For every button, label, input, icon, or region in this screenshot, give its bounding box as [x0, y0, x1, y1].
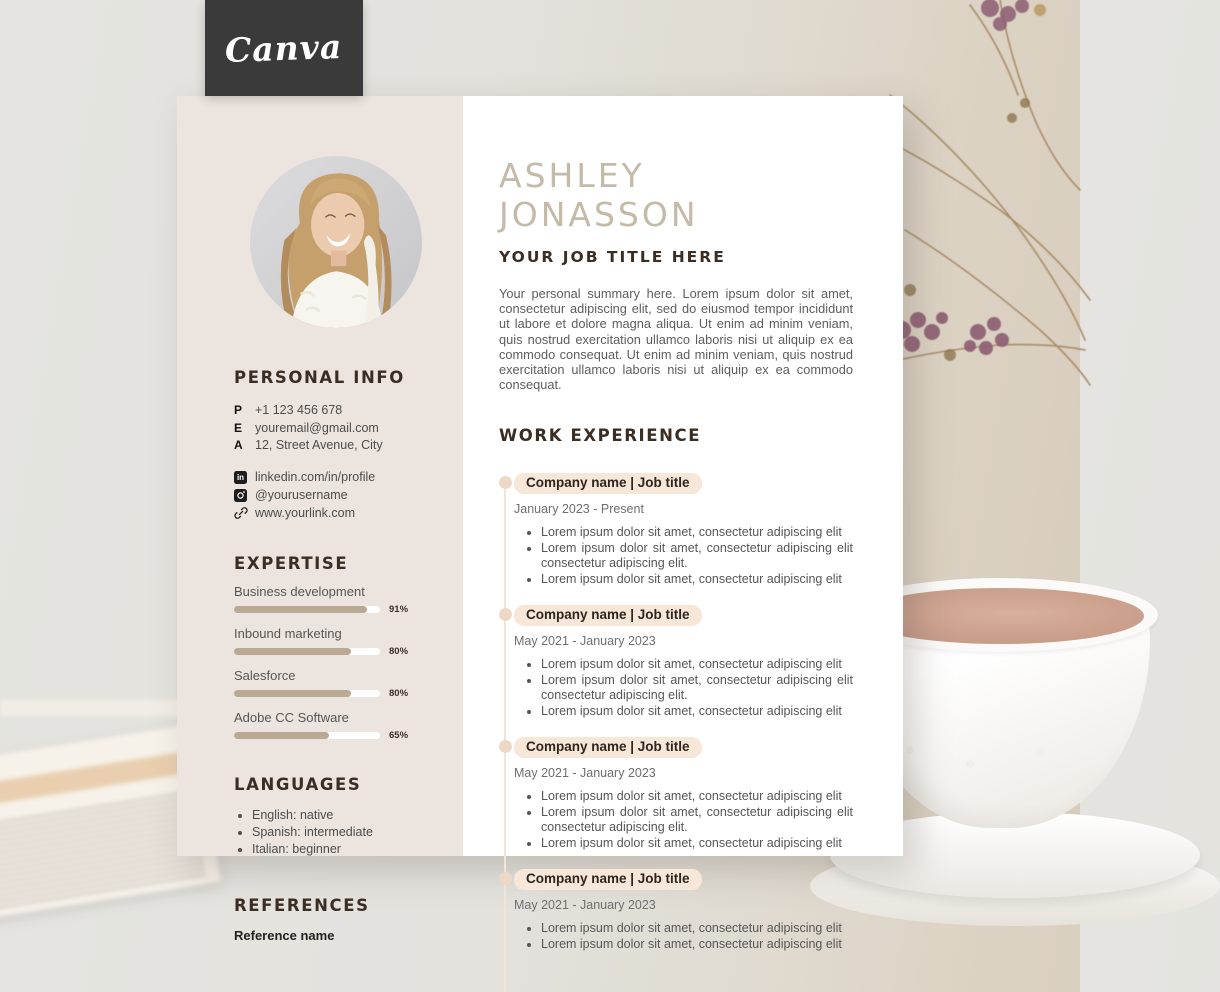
- company-job-pill: Company name | Job title: [514, 737, 702, 758]
- profile-photo: [250, 156, 422, 328]
- work-experience-heading: WORK EXPERIENCE: [499, 426, 702, 446]
- entry-date: January 2023 - Present: [514, 502, 644, 517]
- email-value: youremail@gmail.com: [255, 420, 379, 435]
- experience-entry: [514, 605, 853, 719]
- resume-name: ASHLEY JONASSON: [499, 156, 699, 234]
- experience-entry: [514, 473, 853, 587]
- resume-page: [177, 96, 903, 951]
- reference-name: Reference name: [234, 928, 335, 943]
- resume-sidebar: [177, 96, 463, 943]
- instagram-value: @yourusername: [255, 488, 348, 502]
- skills-list: [234, 584, 437, 741]
- timeline-line: [504, 483, 506, 991]
- phone-row: [234, 403, 437, 417]
- entry-bullets: [541, 921, 853, 952]
- contact-block: [234, 403, 437, 452]
- personal-summary: Your personal summary here. Lorem ipsum dolor sit amet, consectetur adipiscing elit, sed do eiusmod tempor incididunt ut labore et dolore magna aliqua. Ut enim ad minim veniam, quis nostrud exercitation ullamco laboris nisi ut aliquip ex ea commodo consequat. Ut enim ad minim veniam, quis nostrud exercitation ullamco laboris nisi ut aliquip ex ea commodo consequat.: [499, 286, 853, 393]
- resume-main: [463, 96, 911, 951]
- phone-label: P: [234, 403, 243, 417]
- bullet-item: • Lorem ipsum dolor sit amet, consectetur adipiscing elit: [541, 937, 853, 952]
- company-job-pill: Company name | Job title: [514, 869, 702, 890]
- website-value: www.yourlink.com: [255, 506, 356, 520]
- references-heading: REFERENCES: [234, 896, 370, 915]
- job-title: YOUR JOB TITLE HERE: [499, 248, 726, 266]
- skill-bar: [234, 606, 380, 613]
- skill-bar: [234, 648, 380, 655]
- skill-bar: [234, 732, 380, 739]
- linkedin-row: [234, 470, 437, 484]
- entry-bullets: [541, 657, 853, 719]
- timeline-dot: [499, 476, 512, 489]
- entry-bullets: [541, 789, 853, 851]
- skill-item: [234, 710, 437, 741]
- canva-logo: [205, 0, 363, 96]
- timeline-dot: [499, 608, 512, 621]
- entry-date: May 2021 - January 2023: [514, 634, 656, 649]
- language-item: • Italian: beginner: [252, 842, 437, 856]
- language-item: • English: native: [252, 808, 437, 822]
- bullet-item: • Lorem ipsum dolor sit amet, consectetur adipiscing elit consectetur adipiscing elit.: [541, 805, 853, 835]
- address-row: [234, 438, 437, 452]
- bullet-item: • Lorem ipsum dolor sit amet, consectetur adipiscing elit: [541, 572, 853, 587]
- skill-item: [234, 626, 437, 657]
- timeline-dot: [499, 872, 512, 885]
- skill-percent: 80%: [389, 688, 409, 699]
- bullet-item: • Lorem ipsum dolor sit amet, consectetur adipiscing elit consectetur adipiscing elit.: [541, 673, 853, 703]
- skill-item: [234, 668, 437, 699]
- linkedin-icon: in: [234, 471, 247, 484]
- skill-name: Business development: [234, 584, 365, 599]
- instagram-icon: [234, 489, 247, 502]
- links-block: [234, 470, 437, 520]
- email-label: E: [234, 420, 243, 435]
- skill-percent: 91%: [389, 604, 409, 615]
- skill-percent: 65%: [389, 730, 409, 741]
- bullet-item: • Lorem ipsum dolor sit amet, consectetur adipiscing elit consectetur adipiscing elit.: [541, 541, 853, 571]
- address-value: 12, Street Avenue, City: [255, 438, 383, 452]
- bullet-item: • Lorem ipsum dolor sit amet, consectetur adipiscing elit: [541, 704, 853, 719]
- bullet-item: • Lorem ipsum dolor sit amet, consectetur adipiscing elit: [541, 789, 853, 804]
- entry-date: May 2021 - January 2023: [514, 766, 656, 781]
- canva-logo-text: Canva: [224, 26, 344, 70]
- skill-name: Salesforce: [234, 668, 296, 683]
- instagram-row: [234, 488, 437, 502]
- linkedin-value: linkedin.com/in/profile: [255, 470, 376, 484]
- skill-name: Adobe CC Software: [234, 710, 349, 725]
- address-label: A: [234, 438, 243, 452]
- languages-heading: LANGUAGES: [234, 775, 362, 794]
- experience-timeline: [499, 473, 853, 951]
- skill-percent: 80%: [389, 646, 409, 657]
- company-job-pill: Company name | Job title: [514, 605, 702, 626]
- background-shelf: [0, 700, 180, 716]
- website-row: [234, 506, 437, 520]
- skill-name: Inbound marketing: [234, 626, 342, 641]
- skill-bar: [234, 690, 380, 697]
- entry-date: May 2021 - January 2023: [514, 897, 656, 912]
- timeline-dot: [499, 740, 512, 753]
- link-icon: [234, 506, 248, 520]
- bullet-item: • Lorem ipsum dolor sit amet, consectetur adipiscing elit: [541, 921, 853, 936]
- experience-entry: [514, 737, 853, 851]
- experience-entry: [514, 869, 853, 952]
- bullet-item: • Lorem ipsum dolor sit amet, consectetur adipiscing elit: [541, 657, 853, 672]
- entry-bullets: [541, 525, 853, 587]
- bullet-item: • Lorem ipsum dolor sit amet, consectetur adipiscing elit: [541, 836, 853, 851]
- personal-info-heading: PERSONAL INFO: [234, 368, 405, 387]
- phone-value: +1 123 456 678: [255, 403, 343, 417]
- email-row: [234, 421, 437, 435]
- language-item: • Spanish: intermediate: [252, 825, 437, 839]
- skill-item: [234, 584, 437, 615]
- company-job-pill: Company name | Job title: [514, 473, 702, 494]
- bullet-item: • Lorem ipsum dolor sit amet, consectetur adipiscing elit: [541, 525, 853, 540]
- languages-list: [252, 808, 437, 856]
- expertise-heading: EXPERTISE: [234, 554, 349, 573]
